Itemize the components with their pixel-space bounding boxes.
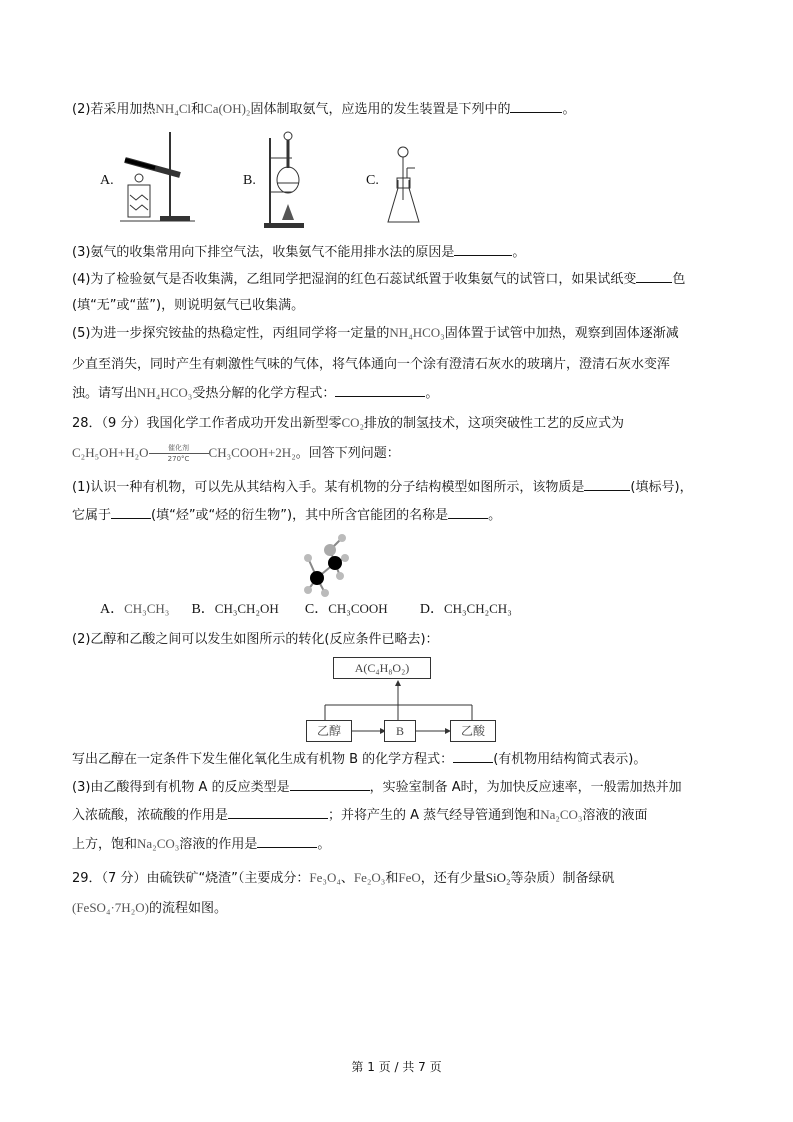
ethanol-box: 乙醇 xyxy=(306,720,352,742)
formula: SiO₂ xyxy=(485,870,511,885)
q28-choices xyxy=(100,600,512,619)
text: 受热分解的化学方程式： xyxy=(192,386,336,401)
apparatus-c-image xyxy=(385,140,425,228)
text: 。 xyxy=(317,837,331,852)
formula: Na₂CO₃ xyxy=(540,807,583,822)
formula: CH₃CH₂OH xyxy=(214,601,279,616)
text: 固体制取氨气，应选用的发生装置是下列中的 xyxy=(250,102,511,117)
choice-a[interactable] xyxy=(100,602,169,617)
answer-blank[interactable] xyxy=(290,778,370,791)
formula: NH₄Cl xyxy=(155,101,192,116)
q28-part2-question xyxy=(72,750,646,769)
catalyst-label: 催化剂 xyxy=(168,444,190,452)
q28-part1 xyxy=(72,478,693,497)
text: 色 xyxy=(672,272,686,287)
option-c-label: C. xyxy=(366,173,379,188)
answer-blank[interactable] xyxy=(335,384,425,397)
q28-intro xyxy=(72,414,624,433)
text: (有机物用结构简式表示)。 xyxy=(493,752,647,767)
text: 和 xyxy=(191,102,205,117)
text: 。回答下列问题： xyxy=(295,446,400,461)
option-a-label: A. xyxy=(100,173,114,188)
text: 、 xyxy=(340,871,354,886)
text: 溶液的作用是 xyxy=(179,837,258,852)
formula: NH₄HCO₃ xyxy=(389,325,445,340)
formula: FeO xyxy=(398,870,421,885)
formula: CH₃COOH+2H₂ xyxy=(208,445,296,460)
text: 固体置于试管中加热，观察到固体逐渐减 xyxy=(444,326,679,341)
text: (3)由乙酸得到有机物 A 的反应类型是 xyxy=(72,780,290,795)
text: 。 xyxy=(562,102,576,117)
answer-blank[interactable] xyxy=(111,506,151,519)
acetic-acid-box: 乙酸 xyxy=(450,720,496,742)
q27-part5-cont2 xyxy=(72,384,438,403)
apparatus-a-image xyxy=(120,130,195,230)
q29-intro-cont xyxy=(72,899,227,918)
q27-part3 xyxy=(72,243,525,262)
answer-blank[interactable] xyxy=(510,100,562,113)
text: 。 xyxy=(512,245,526,260)
q27-part5 xyxy=(72,324,679,343)
choice-b[interactable] xyxy=(191,602,278,617)
choice-label: D． xyxy=(419,602,444,617)
answer-blank[interactable] xyxy=(448,506,488,519)
formula: CH₃CH₂CH₃ xyxy=(443,601,512,616)
text: (3)氨气的收集常用向下排空气法，收集氨气不能用排水法的原因是 xyxy=(72,245,455,260)
text: 溶液的液面 xyxy=(582,808,648,823)
formula: (FeSO₄·7H₂O) xyxy=(72,900,149,915)
choice-d[interactable] xyxy=(420,602,512,617)
text: 上方，饱和 xyxy=(72,837,138,852)
q27-part5-cont xyxy=(72,356,670,374)
q28-part3 xyxy=(72,778,682,797)
text: (2)若采用加热 xyxy=(72,102,156,117)
text: 排放的制氢技术，这项突破性工艺的反应式为 xyxy=(364,416,625,431)
text: 的流程如图。 xyxy=(148,901,227,916)
reaction-arrow xyxy=(149,444,209,463)
text: 少直至消失，同时产生有刺激性气味的气体，将气体通向一个涂有澄清石灰水的玻璃片，澄清石灰水变浑 xyxy=(72,357,671,372)
formula: Fe₂O₃ xyxy=(353,870,386,885)
q28-equation xyxy=(72,444,400,463)
compound-a-box: A(C₄H₈O₂) xyxy=(333,657,431,679)
choice-label: C． xyxy=(304,602,329,617)
text: 和 xyxy=(385,871,399,886)
q28-part2 xyxy=(72,631,439,649)
molecule-model-image xyxy=(290,528,350,598)
formula: Fe₃O₄ xyxy=(309,870,341,885)
formula: Ca(OH)₂ xyxy=(204,101,251,116)
page-footer: 第 1 页 / 共 7 页 xyxy=(351,1060,442,1074)
q28-part3-cont2 xyxy=(72,835,330,854)
text: ，实验室制备 A时，为加快反应速率，一般需加热并加 xyxy=(369,780,682,795)
q29-intro xyxy=(72,869,615,888)
choice-label: B． xyxy=(191,602,215,617)
text: (4)为了检验氨气是否收集满，乙组同学把湿润的红色石蕊试纸置于收集氨气的试管口，如果试纸变 xyxy=(72,272,637,287)
apparatus-b-image xyxy=(262,128,312,231)
text: 29．（7 分）由硫铁矿“烧渣”（主要成分： xyxy=(72,871,310,886)
q28-part1-cont xyxy=(72,506,501,525)
answer-blank[interactable] xyxy=(453,750,493,763)
formula: CH₃COOH xyxy=(328,601,388,616)
text: (填“无”或“蓝”)，则说明氨气已收集满。 xyxy=(72,298,305,313)
text: (1)认识一种有机物，可以先从其结构入手。某有机物的分子结构模型如图所示，该物质是 xyxy=(72,480,585,495)
formula: Na₂CO₃ xyxy=(137,836,180,851)
text: ，还有少量 xyxy=(420,871,486,886)
q27-part4-cont xyxy=(72,297,304,315)
answer-blank[interactable] xyxy=(228,806,328,819)
answer-blank[interactable] xyxy=(257,835,317,848)
text: (2)乙醇和乙酸之间可以发生如图所示的转化(反应条件已略去)： xyxy=(72,632,439,647)
answer-blank[interactable] xyxy=(636,270,672,283)
text: (填“烃”或“烃的衍生物”)，其中所含官能团的名称是 xyxy=(151,508,449,523)
choice-c[interactable] xyxy=(305,602,388,617)
temperature-label: 270°C xyxy=(167,455,190,463)
formula: CO₂ xyxy=(341,415,365,430)
text: 等杂质）制备绿矾 xyxy=(510,871,615,886)
q28-part3-cont xyxy=(72,806,648,825)
option-b-label: B. xyxy=(243,173,256,188)
text: 浊。请写出 xyxy=(72,386,138,401)
compound-b-box: B xyxy=(384,720,416,742)
formula: C₂H₅OH+H₂O xyxy=(72,445,149,460)
choice-label: A． xyxy=(100,602,125,617)
text: ；并将产生的 A 蒸气经导管通到饱和 xyxy=(328,808,541,823)
text: 入浓硫酸，浓硫酸的作用是 xyxy=(72,808,229,823)
formula: CH₃CH₃ xyxy=(124,601,170,616)
answer-blank[interactable] xyxy=(584,478,630,491)
text: 写出乙醇在一定条件下发生催化氧化生成有机物 B 的化学方程式： xyxy=(72,752,454,767)
text: (5)为进一步探究铵盐的热稳定性，丙组同学将一定量的 xyxy=(72,326,390,341)
text: (填标号)， xyxy=(630,480,693,495)
q27-part2 xyxy=(72,100,575,119)
formula: NH₄HCO₃ xyxy=(137,385,193,400)
answer-blank[interactable] xyxy=(454,243,512,256)
text: 28．（9 分）我国化学工作者成功开发出新型零 xyxy=(72,416,342,431)
q27-part4 xyxy=(72,270,685,289)
text: 。 xyxy=(425,386,439,401)
text: 。 xyxy=(488,508,502,523)
text: 它属于 xyxy=(72,508,112,523)
